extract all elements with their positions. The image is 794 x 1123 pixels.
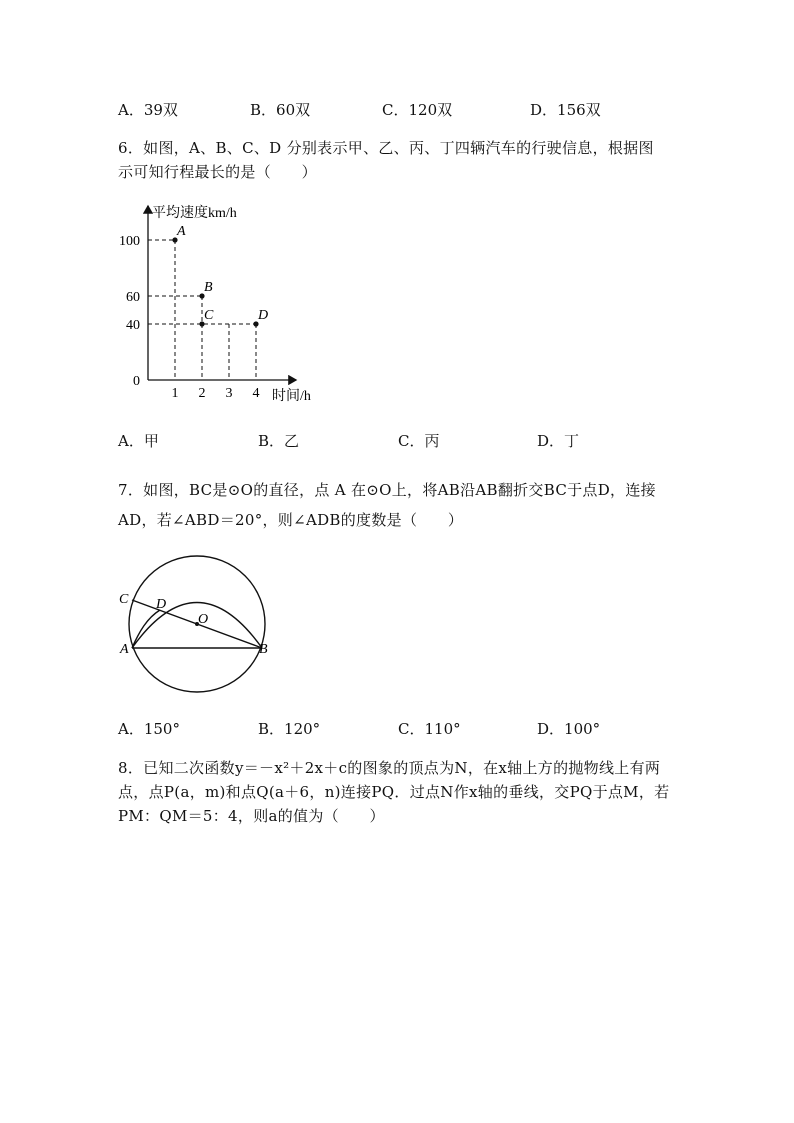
label-b: B: [259, 642, 268, 657]
y-tick-label-60: 60: [126, 290, 140, 305]
y-tick-label-100: 100: [119, 234, 140, 249]
q7-option-b: B．120°: [258, 720, 321, 738]
q7-option-a: A．150°: [118, 720, 180, 738]
q5-option-d: D．156双: [530, 101, 601, 119]
label-o: O: [198, 612, 209, 627]
point-label-d: D: [258, 308, 269, 323]
y-tick-label-0: 0: [133, 374, 140, 389]
q8-text-line2: 点，点P(a，m)和点Q(a＋6，n)连接PQ．过点N作x轴的垂线，交PQ于点M，若: [118, 783, 670, 801]
q7-option-c: C．110°: [398, 720, 461, 738]
q8-text-line1: 8．已知二次函数y＝－x²＋2x＋c的图象的顶点为N，在x轴上方的抛物线上有两: [118, 759, 661, 777]
label-d: D: [156, 597, 167, 612]
q7-text-line2: AD，若∠ABD＝20°，则∠ADB的度数是（ ）: [118, 511, 464, 529]
q6-speed-time-chart: [112, 198, 332, 413]
label-a: A: [120, 642, 129, 657]
q7-text-line1: 7．如图，BC是⊙O的直径，点 A 在⊙O上，将AB沿AB翻折交BC于点D，连接: [118, 481, 656, 499]
y-axis-label: 平均速度km/h: [152, 206, 237, 221]
q7-circle-figure: [115, 552, 285, 702]
x-tick-label-4: 4: [252, 386, 260, 401]
point-label-a: A: [177, 224, 186, 239]
q6-option-d: D．丁: [537, 432, 580, 450]
q6-option-c: C．丙: [398, 432, 440, 450]
q5-option-a: A．39双: [118, 101, 178, 119]
x-tick-label-1: 1: [171, 386, 179, 401]
q6-option-a: A．甲: [118, 432, 159, 450]
q8-text-line3: PM：QM＝5：4，则a的值为（ ）: [118, 807, 385, 825]
q6-option-b: B．乙: [258, 432, 300, 450]
point-label-c: C: [204, 308, 214, 323]
point-label-b: B: [204, 280, 213, 295]
y-tick-label-40: 40: [126, 318, 140, 333]
q5-option-c: C．120双: [382, 101, 453, 119]
x-axis-label: 时间/h: [272, 389, 311, 404]
label-c: C: [119, 592, 129, 607]
x-tick-label-2: 2: [198, 386, 206, 401]
q5-option-b: B．60双: [250, 101, 311, 119]
q6-text-line1: 6．如图，A、B、C、D 分别表示甲、乙、丙、丁四辆汽车的行驶信息，根据图: [118, 139, 654, 157]
q6-text-line2: 示可知行程最长的是（ ）: [118, 163, 317, 181]
x-tick-label-3: 3: [225, 386, 233, 401]
q7-option-d: D．100°: [537, 720, 601, 738]
